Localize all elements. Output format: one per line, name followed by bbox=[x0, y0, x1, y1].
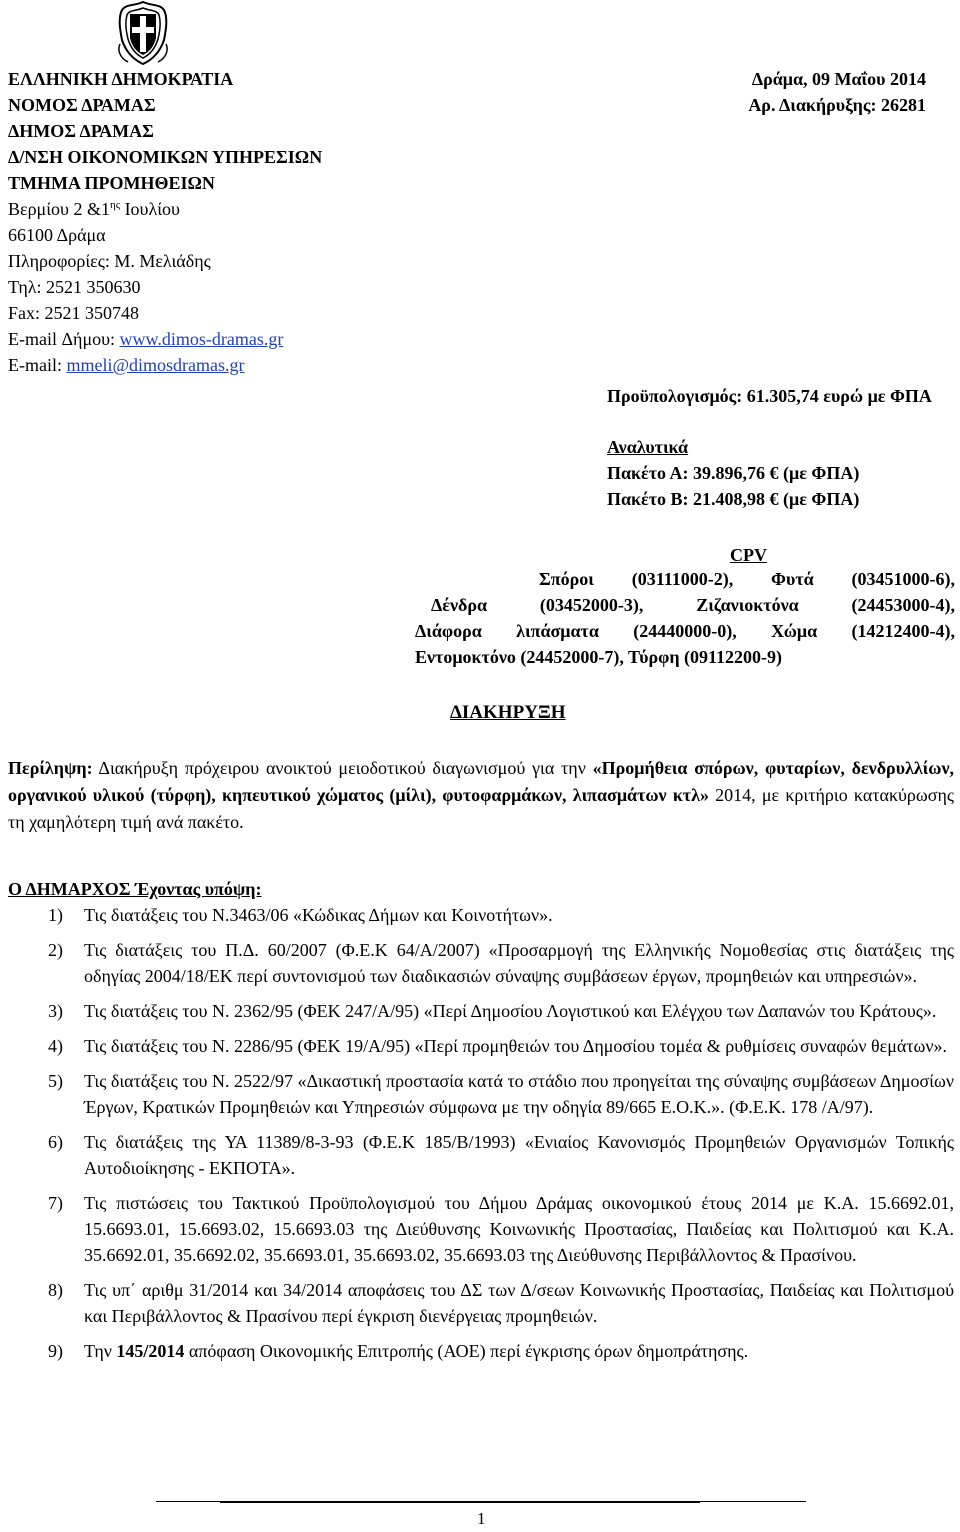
list-item bbox=[8, 1277, 954, 1329]
cpv-line: Δένδρα (03452000-3), Ζιζανιοκτόνα (24453000-4), bbox=[431, 595, 955, 615]
issuer-block bbox=[8, 66, 322, 378]
email-link[interactable]: mmeli@dimosdramas.gr bbox=[66, 355, 245, 375]
cpv-line: Σπόροι (03111000-2), Φυτά (03451000-6), bbox=[539, 569, 955, 589]
list-text: Τις υπ΄ αριθμ 31/2014 και 34/2014 αποφάσεις του ΔΣ των Δ/σεων Κοινωνικής Προστασίας, Παιδείας και Πολιτισμού και Περιβάλλοντος & Πρασίνου περί έγκριση διενέργειας προμηθειών. bbox=[84, 1280, 954, 1326]
list-number: 5) bbox=[48, 1071, 63, 1091]
summary-text-end: 2014, με κριτήριο κατακύρωσης τη χαμηλότερη τιμή ανά πακέτο. bbox=[8, 785, 954, 832]
list-text: Τις διατάξεις της ΥΑ 11389/8-3-93 (Φ.Ε.Κ 185/Β/1993) «Ενιαίος Κανονισμός Προμηθειών Οργανισμών Τοπικής Αυτοδιοίκησης - ΕΚΠΟΤΑ». bbox=[84, 1132, 954, 1178]
declaration-number: Αρ. Διακήρυξης: 26281 bbox=[748, 95, 926, 115]
cpv-line: Εντομοκτόνο (24452000-7), Τύρφη (09112200-9) bbox=[415, 647, 783, 667]
list-item bbox=[8, 1129, 954, 1181]
footer-rule-bold bbox=[220, 1501, 700, 1503]
address-street-end: Ιουλίου bbox=[120, 199, 180, 219]
fax-line: Fax: 2521 350748 bbox=[8, 303, 140, 323]
country-line: ΕΛΛΗΝΙΚΗ ΔΗΜΟΚΡΑΤΙΑ bbox=[8, 69, 234, 89]
list-number: 4) bbox=[48, 1036, 63, 1056]
declaration-title: ΔΙΑΚΗΡΥΞΗ bbox=[450, 702, 566, 723]
prefecture-line: ΝΟΜΟΣ ΔΡΑΜΑΣ bbox=[8, 95, 156, 115]
considerations-list bbox=[8, 902, 954, 1373]
cpv-line: Διάφορα λιπάσματα (24440000-0), Χώμα (14212400-4), bbox=[415, 621, 955, 641]
list-text-end: απόφαση Οικονομικής Επιτροπής (ΑΟΕ) περί έγκρισης όρων δημοπράτησης. bbox=[184, 1341, 749, 1361]
mayor-heading: Ο ΔΗΜΑΡΧΟΣ Έχοντας υπόψη: bbox=[8, 879, 262, 899]
list-item bbox=[8, 1338, 954, 1364]
page-number: 1 bbox=[477, 1509, 486, 1528]
greek-emblem-icon bbox=[114, 0, 172, 66]
info-line: Πληροφορίες: Μ. Μελιάδης bbox=[8, 251, 211, 271]
department-line: ΤΜΗΜΑ ΠΡΟΜΗΘΕΙΩΝ bbox=[8, 173, 215, 193]
address-street: Βερμίου 2 &1 bbox=[8, 199, 110, 219]
tel-line: Τηλ: 2521 350630 bbox=[8, 277, 141, 297]
document-date: Δράμα, 09 Μαΐου 2014 bbox=[751, 69, 926, 89]
list-text: Τις διατάξεις του Ν. 2286/95 (ΦΕΚ 19/Α/95) «Περί προμηθειών του Δημοσίου τομέα & ρυθμίσεις συναφών θεμάτων». bbox=[84, 1036, 948, 1056]
date-block bbox=[748, 66, 926, 118]
list-item bbox=[8, 937, 954, 989]
address-line bbox=[8, 196, 322, 222]
cpv-title: CPV bbox=[730, 545, 767, 565]
list-text: Τις διατάξεις του Ν. 2362/95 (ΦΕΚ 247/Α/95) «Περί Δημοσίου Λογιστικού και Ελέγχου των Δαπανών του Κράτους». bbox=[84, 1001, 937, 1021]
decision-number: 145/2014 bbox=[116, 1341, 185, 1361]
list-number: 8) bbox=[48, 1280, 63, 1300]
website-line bbox=[8, 326, 322, 352]
list-item bbox=[8, 1068, 954, 1120]
package-a: Πακέτο Α: 39.896,76 € (με ΦΠΑ) bbox=[607, 463, 860, 483]
summary-subject: «Προμήθεια σπόρων, φυταρίων, δενδρυλλίων, οργανικού υλικού (τύρφη), κηπευτικού χώματος (μίλι), φυτοφαρμάκων, λιπασμάτων κτλ» bbox=[8, 758, 955, 805]
list-item bbox=[8, 1033, 954, 1059]
email-line bbox=[8, 352, 322, 378]
list-number: 7) bbox=[48, 1193, 63, 1213]
list-item bbox=[8, 1190, 954, 1268]
list-item bbox=[8, 902, 954, 928]
list-text: Τις διατάξεις του Ν. 2522/97 «Δικαστική προστασία κατά το στάδιο που προηγείται της σύναψης συμβάσεων Δημοσίων Έργων, Κρατικών Προμηθειών και Υπηρεσιών σύμφωνα με την οδηγία 89/665 Ε.Ο.Κ.». (Φ.Ε.Κ. 178 /Α/97). bbox=[84, 1071, 954, 1117]
breakdown-title: Αναλυτικά bbox=[607, 437, 689, 457]
list-text: Τις διατάξεις του Ν.3463/06 «Κώδικας Δήμων και Κοινοτήτων». bbox=[84, 905, 553, 925]
municipality-line: ΔΗΜΟΣ ΔΡΑΜΑΣ bbox=[8, 121, 154, 141]
list-number: 9) bbox=[48, 1341, 63, 1361]
list-number: 6) bbox=[48, 1132, 63, 1152]
summary-text: Διακήρυξη πρόχειρου ανοικτού μειοδοτικού διαγωνισμού για την bbox=[92, 758, 593, 778]
list-text: Τις διατάξεις του Π.Δ. 60/2007 (Φ.Ε.Κ 64/Α/2007) «Προσαρμογή της Ελληνικής Νομοθεσίας στις διατάξεις της οδηγίας 2004/18/ΕΚ περί συντονισμού των διαδικασιών σύναψης συμβάσεων έργων, προμηθειών και υπηρεσιών». bbox=[84, 940, 954, 986]
list-number: 2) bbox=[48, 940, 63, 960]
directorate-line: Δ/ΝΣΗ ΟΙΚΟΝΟΜΙΚΩΝ ΥΠΗΡΕΣΙΩΝ bbox=[8, 147, 323, 167]
cpv-codes bbox=[415, 566, 955, 670]
list-item bbox=[8, 998, 954, 1024]
address-superscript: ης bbox=[109, 199, 121, 211]
email-label: E-mail: bbox=[8, 355, 67, 375]
budget-total: Προϋπολογισμός: 61.305,74 ευρώ με ΦΠΑ bbox=[607, 386, 932, 406]
list-number: 3) bbox=[48, 1001, 63, 1021]
summary-paragraph bbox=[8, 755, 954, 836]
summary-label: Περίληψη: bbox=[8, 758, 93, 778]
list-text: Την bbox=[84, 1341, 117, 1361]
package-b: Πακέτο Β: 21.408,98 € (με ΦΠΑ) bbox=[607, 489, 860, 509]
website-link[interactable]: www.dimos-dramas.gr bbox=[119, 329, 284, 349]
postcode-line: 66100 Δράμα bbox=[8, 225, 106, 245]
list-number: 1) bbox=[48, 905, 63, 925]
list-text: Τις πιστώσεις του Τακτικού Προϋπολογισμού του Δήμου Δράμας οικονομικού έτους 2014 με Κ.Α. 15.6692.01, 15.6693.01, 15.6693.02, 15.6693.03 της Διεύθυνσης Κοινωνικής Προστασίας, Παιδείας και Πολιτισμού και Κ.Α. 35.6692.01, 35.6692.02, 35.6693.01, 35.6693.02, 35.6693.03 της Διεύθυνσης Περιβάλλοντος & Πρασίνου. bbox=[84, 1193, 954, 1265]
website-label: E-mail Δήμου: bbox=[8, 329, 120, 349]
